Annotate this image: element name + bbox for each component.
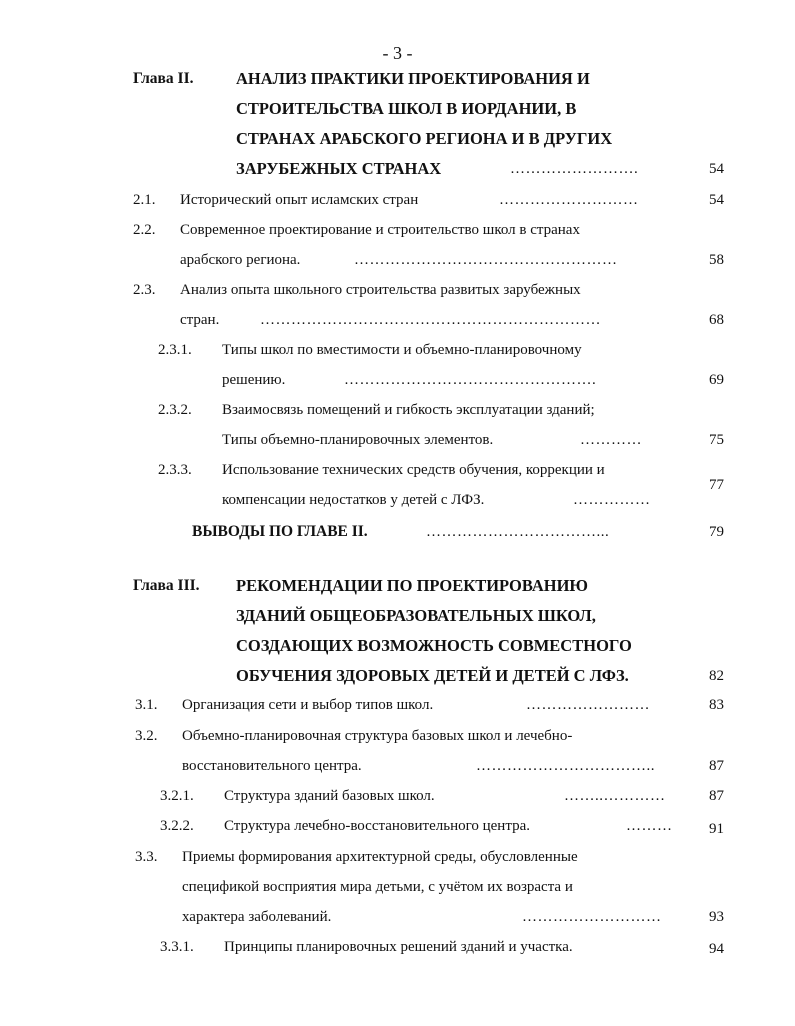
chapter-2-title-line-2: СТРОИТЕЛЬСТВА ШКОЛ В ИОРДАНИИ, В [236, 99, 577, 118]
section-3-2-1-title: Структура зданий базовых школ. [224, 788, 435, 804]
section-2-3-1-title-line-1: Типы школ по вместимости и объемно-планировочному [222, 342, 582, 358]
section-2-3-page: 68 [709, 312, 724, 328]
chapter-3-label: Глава III. [133, 577, 200, 594]
section-2-3-1-number: 2.3.1. [158, 342, 192, 358]
section-3-2-2-number: 3.2.2. [160, 818, 194, 834]
chapter-2-title-line-3: СТРАНАХ АРАБСКОГО РЕГИОНА И В ДРУГИХ [236, 129, 613, 148]
section-2-2-leader-dots: …………………………………………… [354, 252, 618, 268]
section-2-3-leader-dots: ………………………………………………………… [260, 312, 601, 328]
section-2-3-2-leader-dots: ………… [580, 432, 642, 448]
section-3-2-title-line-1: Объемно-планировочная структура базовых школ и лечебно- [182, 728, 573, 744]
section-3-2-page: 87 [709, 758, 724, 774]
chapter-3-title-line-4: ОБУЧЕНИЯ ЗДОРОВЫХ ДЕТЕЙ И ДЕТЕЙ С ЛФЗ. [236, 666, 629, 685]
section-2-3-1-title-line-2: решению. [222, 372, 286, 388]
section-2-1-leader-dots: ……………………… [499, 192, 639, 208]
section-2-3-1-page: 69 [709, 372, 724, 388]
section-2-3-title-line-2: стран. [180, 312, 220, 328]
section-2-1-page: 54 [709, 192, 724, 208]
page-number: - 3 - [382, 43, 413, 63]
section-2-2-page: 58 [709, 252, 724, 268]
section-3-2-number: 3.2. [135, 728, 158, 744]
chapter-2-conclusions-page: 79 [709, 524, 724, 540]
section-2-3-2-page: 75 [709, 432, 724, 448]
section-2-3-2-number: 2.3.2. [158, 402, 192, 418]
section-3-3-leader-dots: ……………………… [522, 909, 662, 925]
section-2-2-title-line-1: Современное проектирование и строительство школ в странах [180, 222, 580, 238]
section-2-1-number: 2.1. [133, 192, 156, 208]
section-2-3-number: 2.3. [133, 282, 156, 298]
section-3-2-2-title: Структура лечебно-восстановительного центра. [224, 818, 530, 834]
section-2-3-title-line-1: Анализ опыта школьного строительства развитых зарубежных [180, 282, 581, 298]
section-3-2-title-line-2: восстановительного центра. [182, 758, 362, 774]
section-3-2-1-number: 3.2.1. [160, 788, 194, 804]
section-3-3-1-number: 3.3.1. [160, 939, 194, 955]
section-2-3-3-page: 77 [709, 477, 724, 493]
section-3-3-title-line-1: Приемы формирования архитектурной среды, обусловленные [182, 849, 578, 865]
chapter-2-title-line-4: ЗАРУБЕЖНЫХ СТРАНАХ [236, 159, 442, 178]
chapter-3-title-line-3: СОЗДАЮЩИХ ВОЗМОЖНОСТЬ СОВМЕСТНОГО [236, 636, 632, 655]
section-3-2-leader-dots: …………………………….. [476, 758, 655, 774]
chapter-2-title-line-1: АНАЛИЗ ПРАКТИКИ ПРОЕКТИРОВАНИЯ И [236, 69, 590, 88]
section-3-3-title-line-3: характера заболеваний. [182, 909, 332, 925]
section-3-3-number: 3.3. [135, 849, 158, 865]
section-3-3-page: 93 [709, 909, 724, 925]
chapter-2-page: 54 [709, 161, 724, 177]
section-2-3-3-title-line-2: компенсации недостатков у детей с ЛФЗ. [222, 492, 485, 508]
section-2-2-number: 2.2. [133, 222, 156, 238]
section-3-1-title: Организация сети и выбор типов школ. [182, 697, 434, 713]
section-3-1-page: 83 [709, 697, 724, 713]
chapter-3-title-line-1: РЕКОМЕНДАЦИИ ПО ПРОЕКТИРОВАНИЮ [236, 576, 588, 595]
chapter-2-conclusions-leader-dots: ……………………………... [426, 524, 610, 540]
chapter-2-conclusions-title: ВЫВОДЫ ПО ГЛАВЕ II. [192, 523, 368, 540]
section-2-3-3-leader-dots: …………… [573, 492, 651, 508]
section-3-2-1-page: 87 [709, 788, 724, 804]
section-3-2-2-leader-dots: ……… [626, 818, 673, 834]
chapter-3-page: 82 [709, 668, 724, 684]
section-3-2-1-leader-dots: ……..………… [564, 788, 666, 804]
section-2-3-3-title-line-1: Использование технических средств обучения, коррекции и [222, 462, 605, 478]
section-2-3-1-leader-dots: …………………………………………. [344, 372, 597, 388]
section-3-3-1-page: 94 [709, 941, 724, 957]
section-2-3-3-number: 2.3.3. [158, 462, 192, 478]
section-2-3-2-title-line-1: Взаимосвязь помещений и гибкость эксплуатации зданий; [222, 402, 595, 418]
chapter-2-leader-dots: ……………………. [510, 161, 639, 177]
chapter-3-title-line-2: ЗДАНИЙ ОБЩЕОБРАЗОВАТЕЛЬНЫХ ШКОЛ, [236, 606, 596, 625]
section-2-1-title: Исторический опыт исламских стран [180, 192, 419, 208]
section-3-3-1-title: Принципы планировочных решений зданий и участка. [224, 939, 573, 955]
section-2-3-2-title-line-2: Типы объемно-планировочных элементов. [222, 432, 494, 448]
chapter-2-label: Глава II. [133, 70, 194, 87]
section-3-1-number: 3.1. [135, 697, 158, 713]
section-3-3-title-line-2: спецификой восприятия мира детьми, с учётом их возраста и [182, 879, 573, 895]
section-3-2-2-page: 91 [709, 821, 724, 837]
section-3-1-leader-dots: …………………… [526, 697, 650, 713]
section-2-2-title-line-2: арабского региона. [180, 252, 301, 268]
